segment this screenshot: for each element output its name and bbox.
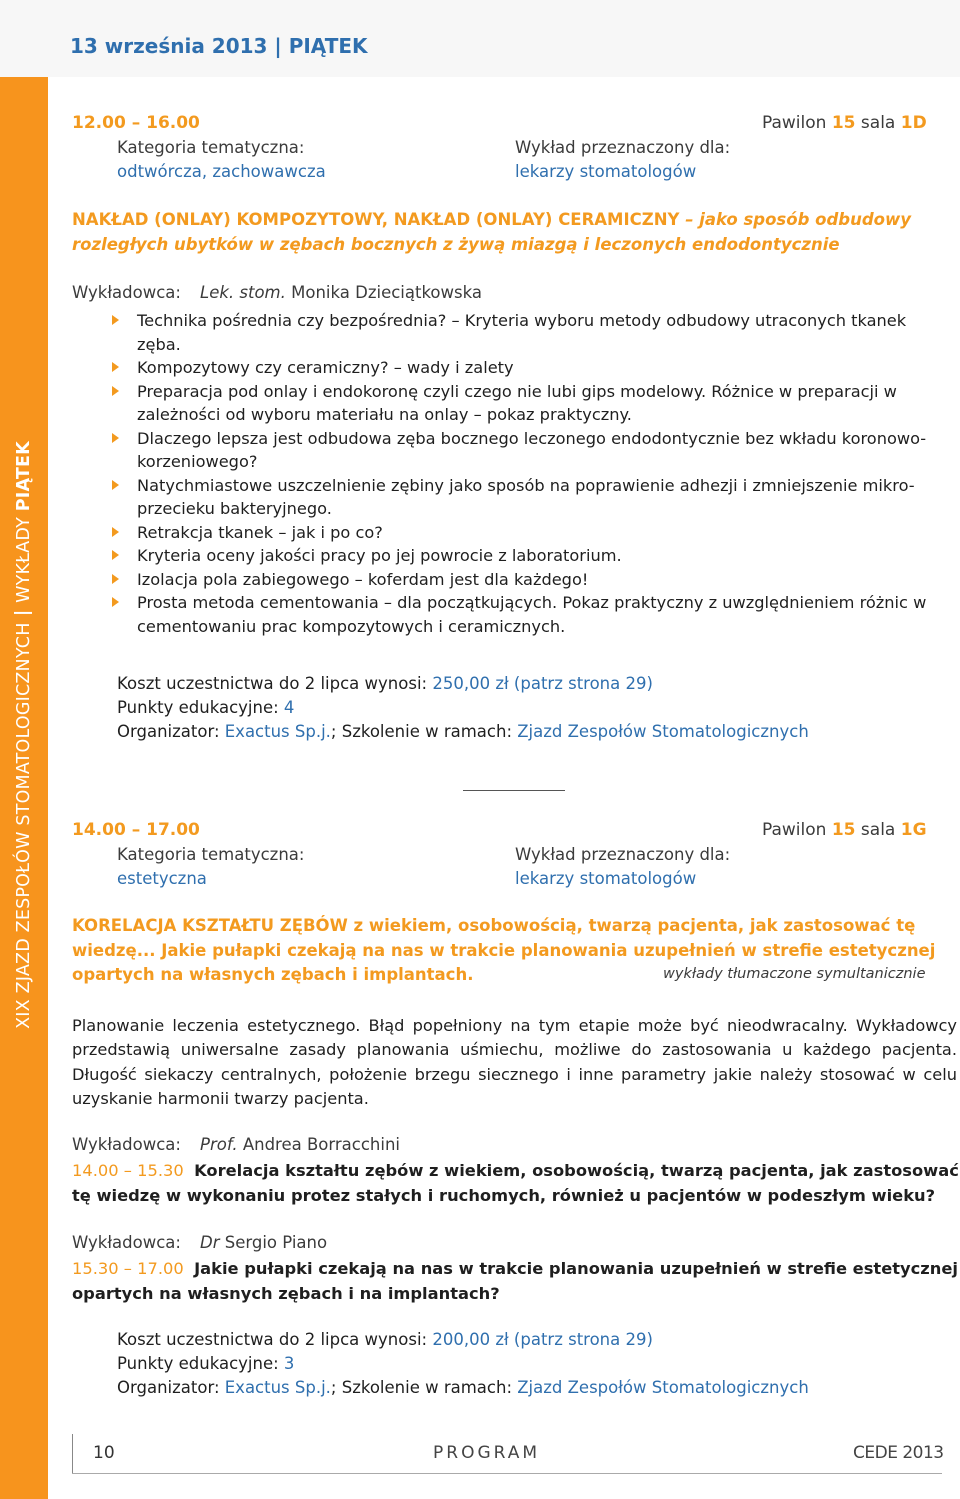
s2-lecturer2-label: Wykładowca: <box>72 1233 181 1252</box>
page-date: 13 września 2013 | PIĄTEK <box>70 34 368 58</box>
s1-cost-value: 250,00 zł (patrz strona 29) <box>432 674 653 693</box>
list-item: Dlaczego lepsza jest odbudowa zęba bocznego leczonego endodontycznie bez wkładu koronowo-korzeniowego? <box>110 427 940 474</box>
s1-title-sub: – jako sposób odbudowy rozległych ubytków w zębach bocznych z żywą miazgą i leczonych endodontycznie <box>72 210 911 254</box>
s2-translated-note: wykłady tłumaczone symultanicznie <box>663 966 926 982</box>
s2-talk2 <box>72 1257 960 1306</box>
s2-lecturer1-label: Wykładowca: <box>72 1135 181 1154</box>
bullet-triangle-icon <box>112 527 119 537</box>
s2-pavilion <box>762 820 927 840</box>
footer-program: PROGRAM <box>433 1443 541 1463</box>
s2-organizer: Organizator: Exactus Sp.j.; Szkolenie w ramach: Zjazd Zespołów Stomatologicznych <box>117 1378 809 1397</box>
side-title-right-a: WYKŁADY <box>14 511 34 603</box>
s1-points: Punkty edukacyjne: 4 <box>117 698 295 717</box>
s1-category-label: Kategoria tematyczna: <box>117 138 305 157</box>
s1-training-value: Zjazd Zespołów Stomatologicznych <box>517 722 809 741</box>
bullet-triangle-icon <box>112 574 119 584</box>
s1-organizer-value: Exactus Sp.j. <box>224 722 331 741</box>
s2-talk2-time: 15.30 – 17.00 <box>72 1259 184 1278</box>
s2-category-label: Kategoria tematyczna: <box>117 845 305 864</box>
s2-title-line1: KORELACJA KSZTAŁTU ZĘBÓW z wiekiem, osobowością, twarzą pacjenta, jak zastosować tę <box>72 916 916 935</box>
bullet-triangle-icon <box>112 433 119 443</box>
bullet-triangle-icon <box>112 362 119 372</box>
list-item: Retrakcja tkanek – jak i po co? <box>110 521 940 545</box>
s1-audience-label: Wykład przeznaczony dla: <box>515 138 731 157</box>
footer-vertical-rule <box>72 1434 73 1474</box>
s2-pav-label: Pawilon <box>762 820 832 840</box>
footer-cede: CEDE 2013 <box>853 1443 944 1463</box>
s2-talk1 <box>72 1159 960 1208</box>
footer-horizontal-rule <box>72 1473 942 1474</box>
s2-pav-num: 15 <box>831 820 856 840</box>
bullet-triangle-icon <box>112 386 119 396</box>
section-divider <box>463 790 565 791</box>
s2-title-line3: opartych na własnych zębach i implantach. <box>72 965 474 984</box>
bullet-triangle-icon <box>112 550 119 560</box>
list-item: Kryteria oceny jakości pracy po jej powrocie z laboratorium. <box>110 544 940 568</box>
s1-audience-value: lekarzy stomatologów <box>515 162 697 181</box>
s2-cost-value: 200,00 zł (patrz strona 29) <box>432 1330 653 1349</box>
s2-talk1-title: Korelacja kształtu zębów z wiekiem, osobowością, twarzą pacjenta, jak zastosować tę wiedzę w wykonaniu protez stałych i ruchomych, również u pacjentów w podeszłym wieku? <box>72 1161 959 1205</box>
side-title-right-b: PIĄTEK <box>14 441 34 512</box>
bullet-triangle-icon <box>112 597 119 607</box>
s1-lecturer-title: Lek. stom. <box>200 283 286 302</box>
s2-audience-value: lekarzy stomatologów <box>515 869 697 888</box>
s2-cost: Koszt uczestnictwa do 2 lipca wynosi: 200,00 zł (patrz strona 29) <box>117 1330 653 1349</box>
s2-time: 14.00 – 17.00 <box>72 820 200 840</box>
s2-lecturer2: Dr Sergio Piano <box>200 1233 328 1252</box>
s2-lecturer1: Prof. Andrea Borracchini <box>200 1135 401 1154</box>
s1-room-label: sala <box>855 113 901 133</box>
s1-organizer: Organizator: Exactus Sp.j.; Szkolenie w ramach: Zjazd Zespołów Stomatologicznych <box>117 722 809 741</box>
s2-description: Planowanie leczenia estetycznego. Błąd popełniony na tym etapie może być nieodwracalny. Wykładowcy przedstawią uniwersalne zasady planowania uśmiechu, możliwe do zastosowania u każdego pacjenta. Długość siekaczy centralnych, położenie brzegu siecznego i inne parametry jakie należy stosować w celu uzyskanie harmonii twarzy pacjenta. <box>72 1016 957 1108</box>
s1-lecturer-label: Wykładowca: <box>72 283 181 302</box>
s2-points-value: 3 <box>283 1354 295 1373</box>
s1-topic-list <box>110 309 940 638</box>
s1-pav-label: Pawilon <box>762 113 832 133</box>
s1-points-value: 4 <box>283 698 295 717</box>
s1-lecturer-name: Monika Dzieciątkowska <box>285 283 482 302</box>
s1-category-value: odtwórcza, zachowawcza <box>117 162 326 181</box>
list-item: Kompozytowy czy ceramiczny? – wady i zalety <box>110 356 940 380</box>
s2-points: Punkty edukacyjne: 3 <box>117 1354 295 1373</box>
s2-audience-label: Wykład przeznaczony dla: <box>515 845 731 864</box>
s1-lecturer <box>200 283 482 302</box>
s2-talk1-time: 14.00 – 15.30 <box>72 1161 184 1180</box>
s2-organizer-value: Exactus Sp.j. <box>224 1378 331 1397</box>
s2-room: 1G <box>900 820 927 840</box>
s1-cost: Koszt uczestnictwa do 2 lipca wynosi: 250,00 zł (patrz strona 29) <box>117 674 653 693</box>
list-item: Natychmiastowe uszczelnienie zębiny jako sposób na poprawienie adhezji i zmniejszenie mikro-przecieku bakteryjnego. <box>110 474 940 521</box>
side-separator <box>14 612 32 614</box>
side-title-left: XIX ZJAZD ZESPOŁÓW STOMATOLOGICZNYCH <box>14 622 34 1029</box>
s2-training-value: Zjazd Zespołów Stomatologicznych <box>517 1378 809 1397</box>
s1-title-main: NAKŁAD (ONLAY) KOMPOZYTOWY, NAKŁAD (ONLAY) CERAMICZNY <box>72 210 686 229</box>
list-item: Izolacja pola zabiegowego – koferdam jest dla każdego! <box>110 568 940 592</box>
bullet-triangle-icon <box>112 480 119 490</box>
list-item: Prosta metoda cementowania – dla początkujących. Pokaz praktyczny z uwzględnieniem różnic w cementowaniu prac kompozytowych i ceramicznych. <box>110 591 940 638</box>
s2-room-label: sala <box>855 820 901 840</box>
s1-pavilion <box>762 113 927 133</box>
bullet-triangle-icon <box>112 315 119 325</box>
s1-pav-num: 15 <box>831 113 856 133</box>
list-item: Preparacja pod onlay i endokoronę czyli czego nie lubi gips modelowy. Różnice w preparacji w zależności od wyboru materiału na onlay – pokaz praktyczny. <box>110 380 940 427</box>
s1-room: 1D <box>900 113 927 133</box>
footer-page-number: 10 <box>93 1443 115 1463</box>
list-item: Technika pośrednia czy bezpośrednia? – Kryteria wyboru metody odbudowy utraconych tkanek zęba. <box>110 309 940 356</box>
s1-time: 12.00 – 16.00 <box>72 113 200 133</box>
s2-title-line2: wiedzę... Jakie pułapki czekają na nas w trakcie planowania uzupełnień w strefie estetycznej <box>72 941 936 960</box>
s2-category-value: estetyczna <box>117 869 207 888</box>
s1-title <box>72 208 952 257</box>
side-title <box>14 441 34 1029</box>
s2-talk2-title: Jakie pułapki czekają na nas w trakcie planowania uzupełnień w strefie estetycznej opartych na własnych zębach i na implantach? <box>72 1259 958 1303</box>
